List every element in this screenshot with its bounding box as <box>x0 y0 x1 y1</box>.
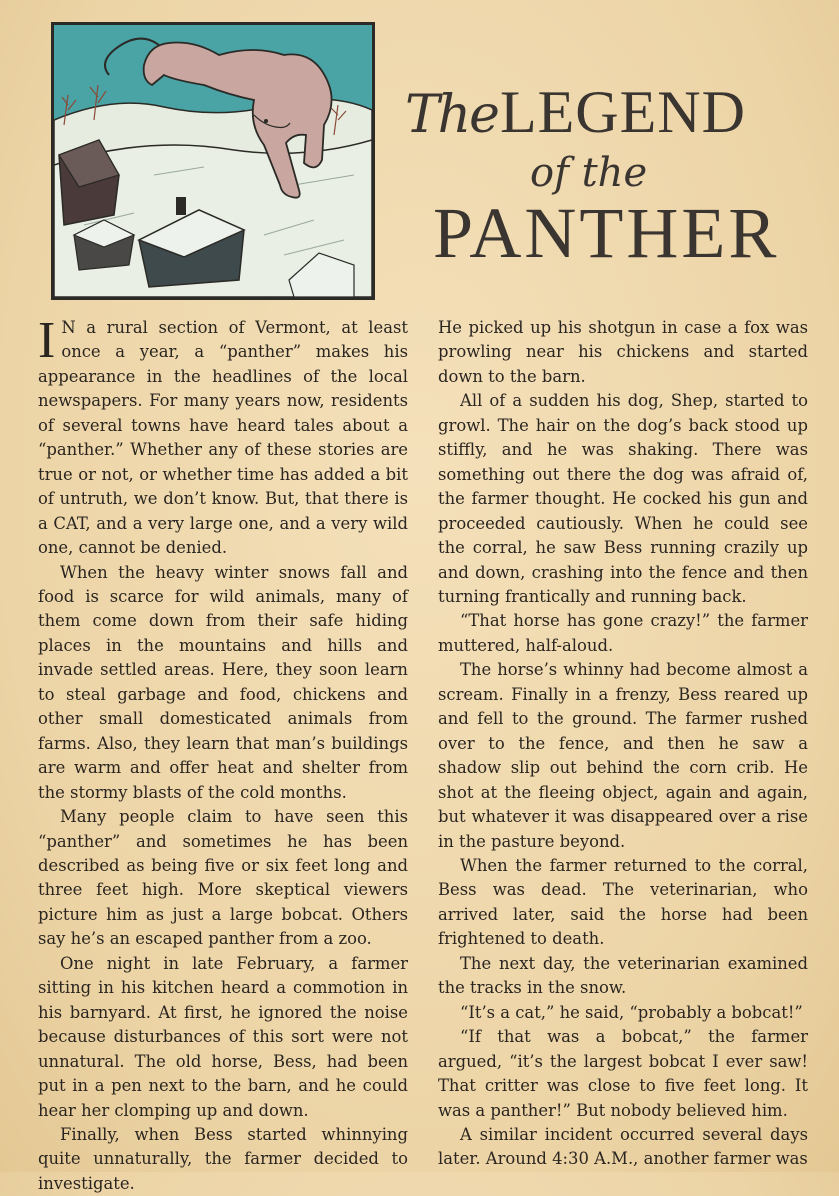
paragraph: “It’s a cat,” he said, “probably a bobcat!” <box>460 1002 803 1022</box>
title-word-legend: LEGEND <box>499 79 746 145</box>
panther-illustration <box>51 22 375 300</box>
panther-scene-image <box>54 25 372 297</box>
paragraph: When the heavy winter snows fall and food is scarce for wild animals, many of them come down from their safe hiding places in the mountains and hills and invade settled areas. Here, they soon learn to steal garbage and food, chickens and other small domesticated animals from farms. Also, they learn that man’s buildings are warm and offer heat and shelter from the stormy blasts of the cold months. <box>38 562 408 802</box>
paragraph: A similar incident occurred several days later. Around 4:30 A.M., another farmer was <box>438 1124 808 1169</box>
title-prefix: The <box>405 85 498 145</box>
paragraph: One night in late February, a farmer sitting in his kitchen heard a commotion in his barnyard. At first, he ignored the noise because disturbances of this sort were not unnatural. The old horse, Bess, had been put in a pen next to the barn, and he could hear her clomping up and down. <box>38 953 408 1120</box>
article-title <box>395 70 815 280</box>
paragraph <box>38 312 408 561</box>
article-column-left <box>38 312 408 1196</box>
paragraph: He picked up his shotgun in case a fox was prowling near his chickens and started down to the barn. <box>438 318 808 386</box>
paragraph: “If that was a bobcat,” the farmer argued, “it’s the largest bobcat I ever saw! That critter was close to five feet long. It was a panther!” But nobody believed him. <box>438 1027 808 1120</box>
paragraph: Finally, when Bess started whinnying quite unnaturally, the farmer decided to investigate. <box>38 1124 408 1193</box>
article-column-right <box>438 316 808 1172</box>
title-word-panther: PANTHER <box>433 193 780 273</box>
paragraph: All of a sudden his dog, Shep, started to growl. The hair on the dog’s back stood up stiffly, and he was shaking. There was something out there the dog was afraid of, the farmer thought. He cocked his gun and proceeded cautiously. When he could see the corral, he saw Bess running crazily up and down, crashing into the fence and then turning frantically and running back. <box>438 391 808 606</box>
title-connector: of the <box>530 150 648 196</box>
drop-cap: I <box>38 312 56 369</box>
paragraph: The horse’s whinny had become almost a scream. Finally in a frenzy, Bess reared up and fell to the ground. The farmer rushed over to the fence, and then he saw a shadow slip out behind the corn crib. He shot at the fleeing object, again and again, but whatever it was disappeared over a rise in the pasture beyond. <box>438 660 808 851</box>
paragraph: The next day, the veterinarian examined the tracks in the snow. <box>438 953 808 998</box>
paragraph-text: N a rural section of Vermont, at least once a year, a “panther” makes his appearance in the headlines of the local newspapers. For many years now, residents of several towns have heard tales about a “panther.” Whether any of these stories are true or not, or whether time has added a bit of untruth, we don’t know. But, that there is a CAT, and a very large one, and a very wild one, cannot be denied. <box>38 318 408 558</box>
paragraph: Many people claim to have seen this “panther” and sometimes he has been described as being five or six feet long and three feet high. More skeptical viewers picture him as just a large bobcat. Others say he’s an escaped panther from a zoo. <box>38 807 408 949</box>
paragraph: “That horse has gone crazy!” the farmer muttered, half-aloud. <box>438 611 808 655</box>
paragraph: When the farmer returned to the corral, Bess was dead. The veterinarian, who arrived later, said the horse had been frightened to death. <box>438 855 808 949</box>
